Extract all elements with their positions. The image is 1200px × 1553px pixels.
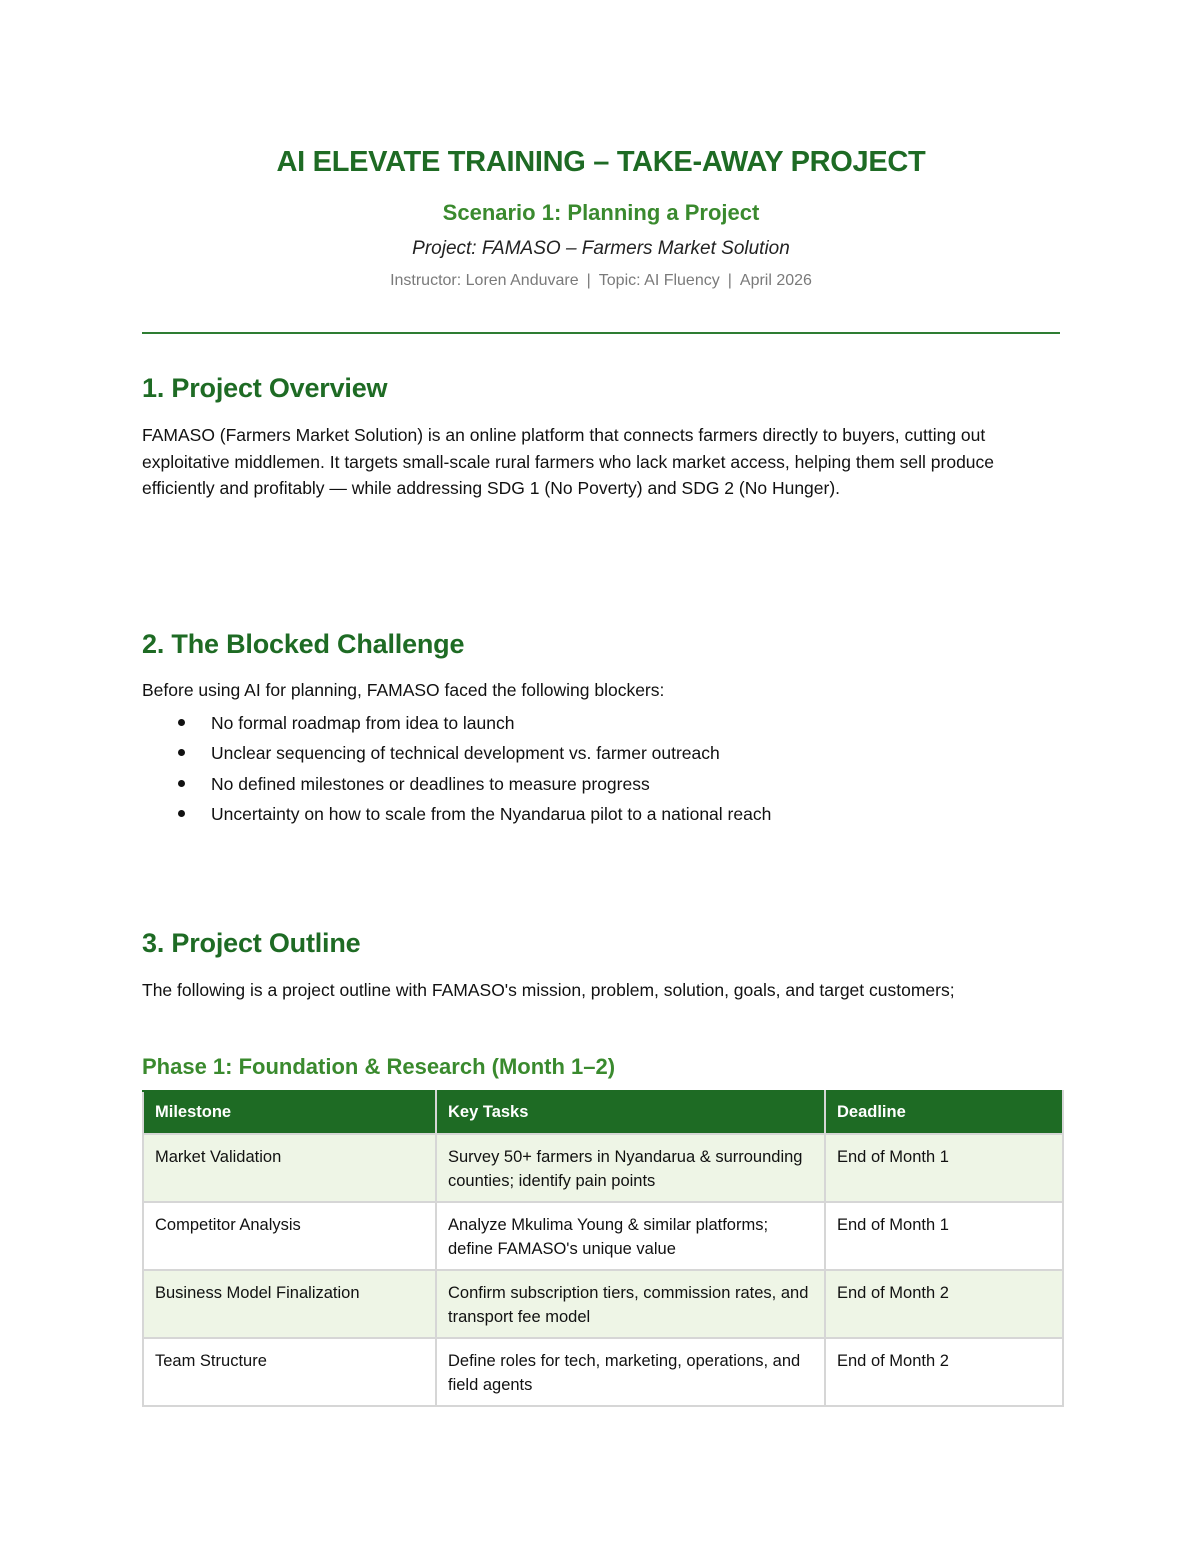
list-item-text: No defined milestones or deadlines to measure progress [211,773,650,794]
column-header-deadline: Deadline [825,1091,1063,1134]
instructor-text: Instructor: Loren Anduvare [390,272,579,289]
date-text: April 2026 [739,272,812,289]
bullet-icon [178,780,185,787]
table-row [143,1134,1063,1202]
section-heading-overview: 1. Project Overview [142,373,388,403]
list-item [142,708,771,738]
list-item-text: Uncertainty on how to scale from the Nyandarua pilot to a national reach [211,803,772,824]
deadline-cell: End of Month 1 [825,1134,1063,1202]
section-heading-challenge: 2. The Blocked Challenge [142,629,465,659]
meta-separator: | [727,272,732,289]
bullet-icon [178,719,185,726]
key-tasks-cell: Survey 50+ farmers in Nyandarua & surrounding counties; identify pain points [436,1134,825,1202]
list-item-text: No formal roadmap from idea to launch [211,713,515,733]
phase-1-table [142,1090,1064,1407]
key-tasks-cell: Confirm subscription tiers, commission rates, and transport fee model [436,1270,825,1338]
header-divider [142,332,1060,334]
document-title: AI ELEVATE TRAINING – TAKE-AWAY PROJECT [276,146,926,178]
table-row [143,1270,1063,1338]
topic-text: Topic: AI Fluency [598,272,720,289]
table-header-row [143,1091,1063,1134]
deadline-cell: End of Month 2 [825,1338,1063,1406]
document-subtitle: Scenario 1: Planning a Project [442,200,760,225]
meta-line [142,272,1060,290]
bullet-icon [178,749,185,756]
milestone-cell: Business Model Finalization [143,1270,436,1338]
column-header-key-tasks: Key Tasks [436,1091,825,1134]
phase-1-heading: Phase 1: Foundation & Research (Month 1–2) [142,1054,616,1079]
overview-paragraph: FAMASO (Farmers Market Solution) is an online platform that connects farmers directly to buyers, cutting out exploitative middlemen. It targets small-scale rural farmers who lack market access, helping them sell produce efficiently and profitably — while addressing SDG 1 (No Poverty) and SDG 2 (No Hunger). [142,425,995,498]
deadline-cell: End of Month 2 [825,1270,1063,1338]
list-item [142,738,771,768]
column-header-milestone: Milestone [143,1091,436,1134]
blocker-list [142,708,771,829]
project-name: Project: FAMASO – Farmers Market Solution [412,238,790,259]
outline-paragraph: The following is a project outline with FAMASO's mission, problem, solution, goals, and target customers; [142,980,955,1000]
milestone-cell: Team Structure [143,1338,436,1406]
key-tasks-cell: Define roles for tech, marketing, operations, and field agents [436,1338,825,1406]
challenge-intro: Before using AI for planning, FAMASO faced the following blockers: [142,680,665,700]
milestone-cell: Competitor Analysis [143,1202,436,1270]
bullet-icon [178,810,185,817]
list-item [142,769,771,799]
list-item [142,799,771,829]
meta-separator: | [586,272,591,289]
table-row [143,1202,1063,1270]
key-tasks-cell: Analyze Mkulima Young & similar platforms; define FAMASO's unique value [436,1202,825,1270]
list-item-text: Unclear sequencing of technical development vs. farmer outreach [211,743,720,764]
section-heading-outline: 3. Project Outline [142,928,361,958]
deadline-cell: End of Month 1 [825,1202,1063,1270]
table-row [143,1338,1063,1406]
milestone-cell: Market Validation [143,1134,436,1202]
